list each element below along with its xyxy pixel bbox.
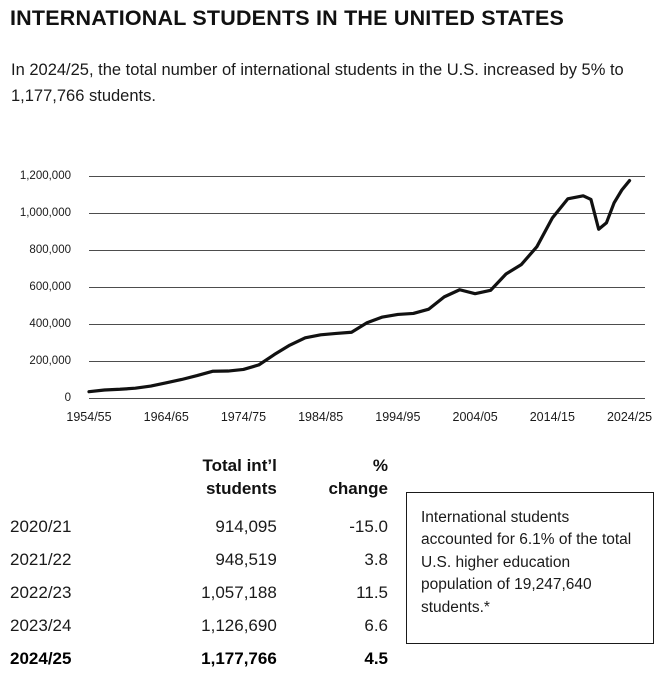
cell-percent-change: 11.5: [356, 583, 388, 603]
cell-year: 2022/23: [10, 583, 72, 603]
column-header-total-line2: students: [205, 478, 277, 498]
cell-percent-change: 3.8: [364, 550, 388, 570]
table-row: [8, 643, 388, 676]
cell-percent-change: -15.0: [349, 517, 388, 537]
cell-year: 2021/22: [10, 550, 72, 570]
cell-year: 2024/25: [10, 649, 72, 669]
callout-box: [406, 492, 654, 644]
page-subtitle: In 2024/25, the total number of international students in the U.S. increased by 5% to 1,177,766 students.: [11, 61, 624, 105]
gridline: [89, 398, 645, 399]
column-header-total: [107, 455, 277, 511]
x-axis-tick-label: 1954/55: [66, 410, 112, 424]
column-header-change: [277, 455, 388, 511]
y-axis-tick-label: 0: [64, 392, 71, 404]
x-axis-tick-label: 2024/25: [606, 410, 653, 424]
chart-plot-area: [19, 158, 653, 424]
cell-year: 2020/21: [10, 517, 72, 537]
chart-line-path: [89, 158, 645, 398]
table-row: [8, 610, 388, 643]
x-axis-tick-label: 1974/75: [220, 410, 267, 424]
column-header-change-line2: change: [328, 478, 388, 498]
column-header-year: [8, 455, 107, 511]
data-table: [8, 455, 388, 676]
x-axis-tick-label: 1994/95: [375, 410, 421, 424]
page-title: INTERNATIONAL STUDENTS IN THE UNITED STATES: [10, 6, 565, 30]
x-axis-tick-label: 1984/85: [298, 410, 344, 424]
x-axis-tick-label: 2014/15: [529, 410, 575, 424]
callout-text: International students accounted for 6.1% of the total U.S. higher education population of 19,247,640 students.*: [421, 509, 632, 616]
cell-year: 2023/24: [10, 616, 72, 636]
cell-total-students: 1,177,766: [201, 649, 277, 669]
cell-total-students: 948,519: [215, 550, 277, 570]
y-axis-tick-label: 1,200,000: [19, 170, 71, 183]
table-header-row: [8, 455, 388, 511]
table-row: [8, 511, 388, 544]
column-header-change-line1: %: [372, 456, 388, 475]
y-axis-tick-label: 800,000: [29, 244, 71, 257]
cell-total-students: 1,126,690: [201, 616, 277, 636]
cell-percent-change: 4.5: [364, 649, 388, 669]
x-axis-tick-label: 2004/05: [452, 410, 498, 424]
x-axis-tick-label: 1964/65: [143, 410, 189, 424]
line-chart: [11, 148, 659, 424]
cell-total-students: 1,057,188: [201, 583, 277, 603]
y-axis-tick-label: 400,000: [29, 318, 71, 331]
cell-total-students: 914,095: [215, 517, 277, 537]
y-axis-tick-label: 200,000: [29, 355, 71, 368]
cell-percent-change: 6.6: [364, 616, 388, 636]
table-row: [8, 577, 388, 610]
y-axis-tick-label: 1,000,000: [19, 207, 71, 220]
y-axis-tick-label: 600,000: [29, 281, 71, 294]
column-header-total-line1: Total int’l: [202, 456, 277, 475]
table-row: [8, 544, 388, 577]
